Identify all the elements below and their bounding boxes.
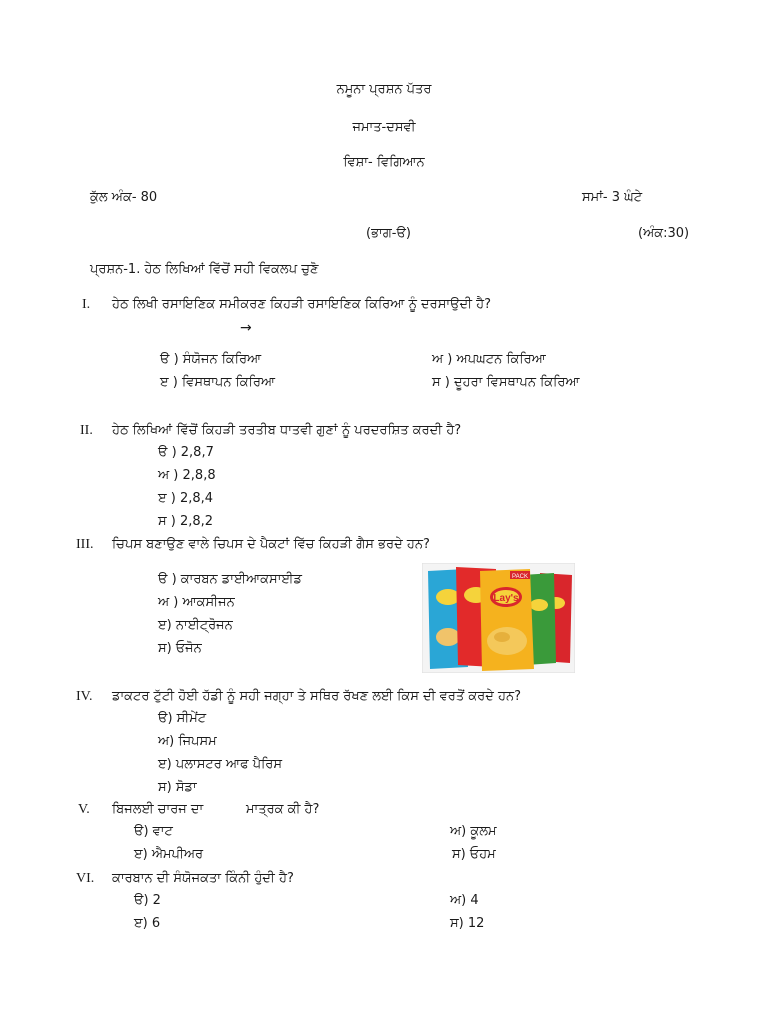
option: ੲ ) ਵਿਸਥਾਪਨ ਕਿਰਿਆ [160,375,276,390]
option: ਸ) 12 [450,916,485,931]
option: ੳ) 2 [134,893,161,908]
option: ਸ) ਓਹਮ [452,847,496,862]
chips-packet [480,569,534,671]
option: ੳ ) ਸੰਯੋਜਨ ਕਿਰਿਆ [160,352,262,367]
chips-packets-image [422,563,575,673]
option: ਸ ) ਦੂਹਰਾ ਵਿਸਥਾਪਨ ਕਿਰਿਆ [432,375,580,390]
question-text: ਹੇਠ ਲਿਖੀ ਰਸਾਇਣਿਕ ਸਮੀਕਰਣ ਕਿਹੜੀ ਰਸਾਇਣਿਕ ਕਿਰਿਆ ਨੂੰ ਦਰਸਾਉਦੀ ਹੈ? [112,297,492,312]
option: ੳ) ਵਾਟ [134,824,173,839]
equation-arrow: → [240,320,252,336]
total-marks: ਕੁੱਲ ਅੰਕ- 80 [90,190,158,205]
question-text: ਕਾਰਬਾਨ ਦੀ ਸੰਯੋਜਕਤਾ ਕਿੰਨੀ ਹੁੰਦੀ ਹੈ? [112,871,294,886]
option: ੲ) ਨਾਈਟ੍ਰੋਜਨ [158,618,233,633]
question-number: VI. [76,871,95,886]
option: ਅ ) ਅਪਘਟਨ ਕਿਰਿਆ [432,352,546,367]
option: ਅ) ਜਿਪਸਮ [158,734,217,749]
pack-text: PACK [512,574,528,580]
question-number: II. [80,423,93,438]
option: ੲ) 6 [134,916,161,931]
brand-text: Lay's [493,593,519,604]
option: ੲ) ਐਮਪੀਅਰ [134,847,204,862]
question-text: ਡਾਕਟਰ ਟੁੱਟੀ ਹੋਈ ਹੱਡੀ ਨੂੰ ਸਹੀ ਜਗ੍ਹਾ ਤੇ ਸਥਿਰ ਰੱਖਣ ਲਈ ਕਿਸ ਦੀ ਵਰਤੋਂ ਕਰਦੇ ਹਨ? [112,689,521,704]
option: ੳ) ਸੀਮੇਂਟ [158,711,207,726]
time-allowed: ਸਮਾਂ- 3 ਘੰਟੇ [582,190,643,205]
question-number: V. [78,802,90,817]
section-marks: (ਅੰਕ:30) [638,226,690,241]
question-number: I. [82,297,91,312]
question-number: IV. [76,689,93,704]
option: ਅ ) ਆਕਸੀਜਨ [158,595,235,610]
option: ਅ) ਕੂਲਮ [450,824,497,839]
option: ੲ ) 2,8,4 [158,491,214,506]
question-text: ਚਿਪਸ ਬਣਾਉਣ ਵਾਲੇ ਚਿਪਸ ਦੇ ਪੈਕਟਾਂ ਵਿੱਚ ਕਿਹੜੀ ਗੈਸ ਭਰਦੇ ਹਨ? [112,537,430,552]
option: ਸ) ਸੋਡਾ [158,780,197,795]
option: ੳ ) 2,8,7 [158,445,214,460]
question-text: ਹੇਠ ਲਿਖਿਆਂ ਵਿੱਚੋਂ ਕਿਹੜੀ ਤਰਤੀਬ ਧਾਤਵੀ ਗੁਣਾਂ ਨੂੰ ਪਰਦਰਸ਼ਿਤ ਕਰਦੀ ਹੈ? [112,423,462,438]
option: ਸ ) 2,8,2 [158,514,214,529]
instruction: ਪ੍ਰਸ਼ਨ-1. ਹੇਠ ਲਿਖਿਆਂ ਵਿੱਚੋਂ ਸਹੀ ਵਿਕਲਪ ਚੁਣੋ [90,262,319,277]
question-number: III. [76,537,94,552]
question-text: ਮਾਤ੍ਰਕ ਕੀ ਹੈ? [246,802,320,817]
subject-line: ਵਿਸ਼ਾ- ਵਿਗਿਆਨ [343,155,425,170]
option: ਅ ) 2,8,8 [158,468,216,483]
option: ੲ) ਪਲਾਸਟਰ ਆਫ ਪੈਰਿਸ [158,757,282,772]
option: ੳ ) ਕਾਰਬਨ ਡਾਈਆਕਸਾਈਡ [158,572,302,587]
paper-title: ਨਮੂਨਾ ਪ੍ਰਸ਼ਨ ਪੱਤਰ [336,82,432,97]
option: ਸ) ਓਜੋਨ [158,641,202,656]
option: ਅ) 4 [450,893,479,908]
section-label: (ਭਾਗ-ੳ) [366,226,412,241]
class-line: ਜਮਾਤ-ਦਸਵੀ [352,120,416,135]
question-text: ਬਿਜਲਈ ਚਾਰਜ ਦਾ [112,802,204,817]
